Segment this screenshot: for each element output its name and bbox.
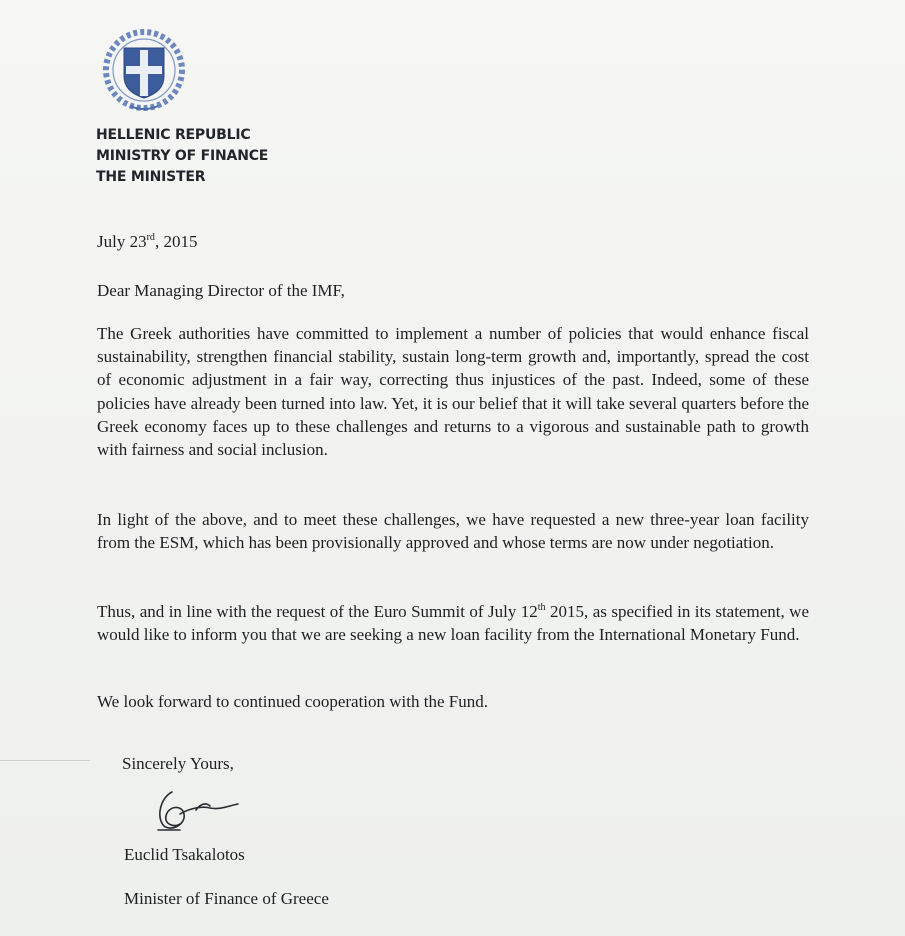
handwritten-signature-icon: [150, 784, 245, 836]
signer-title: Minister of Finance of Greece: [124, 889, 329, 908]
letterhead-country: HELLENIC REPUBLIC: [96, 127, 251, 143]
salutation: Dear Managing Director of the IMF,: [97, 281, 345, 300]
closing: Sincerely Yours,: [122, 754, 234, 773]
letter-date: July 23rd, 2015: [97, 232, 198, 251]
body-paragraph-1: The Greek authorities have committed to implement a number of policies that would enhance fiscal sustainability, strengthen financial stability, sustain long-term growth and, importantly, spread the cost of economic adjustment in a fair way, correcting thus injustices of the past. Indeed, some of these policies have already been turned into law. Yet, it is our belief that it will take several quarters before the Greek economy faces up to these challenges and returns to a vigorous and sustainable path to growth with fairness and social inclusion.: [97, 324, 809, 460]
body-paragraph-3: Thus, and in line with the request of the Euro Summit of July 12th 2015, as specified in its statement, we would like to inform you that we are seeking a new loan facility from the International Monetary Fund.: [97, 602, 809, 645]
body-paragraph-4: We look forward to continued cooperation with the Fund.: [97, 692, 488, 711]
signer-name: Euclid Tsakalotos: [124, 845, 245, 864]
letterhead-ministry: MINISTRY OF FINANCE: [96, 148, 269, 164]
hellenic-republic-coat-of-arms-icon: [100, 26, 188, 114]
letterhead-office: THE MINISTER: [96, 169, 206, 185]
body-paragraph-2: In light of the above, and to meet these challenges, we have requested a new three-year loan facility from the ESM, which has been provisionally approved and whose terms are now under negotiation.: [97, 510, 809, 553]
letterhead: [96, 125, 268, 188]
paper-fold-line: [0, 760, 90, 761]
